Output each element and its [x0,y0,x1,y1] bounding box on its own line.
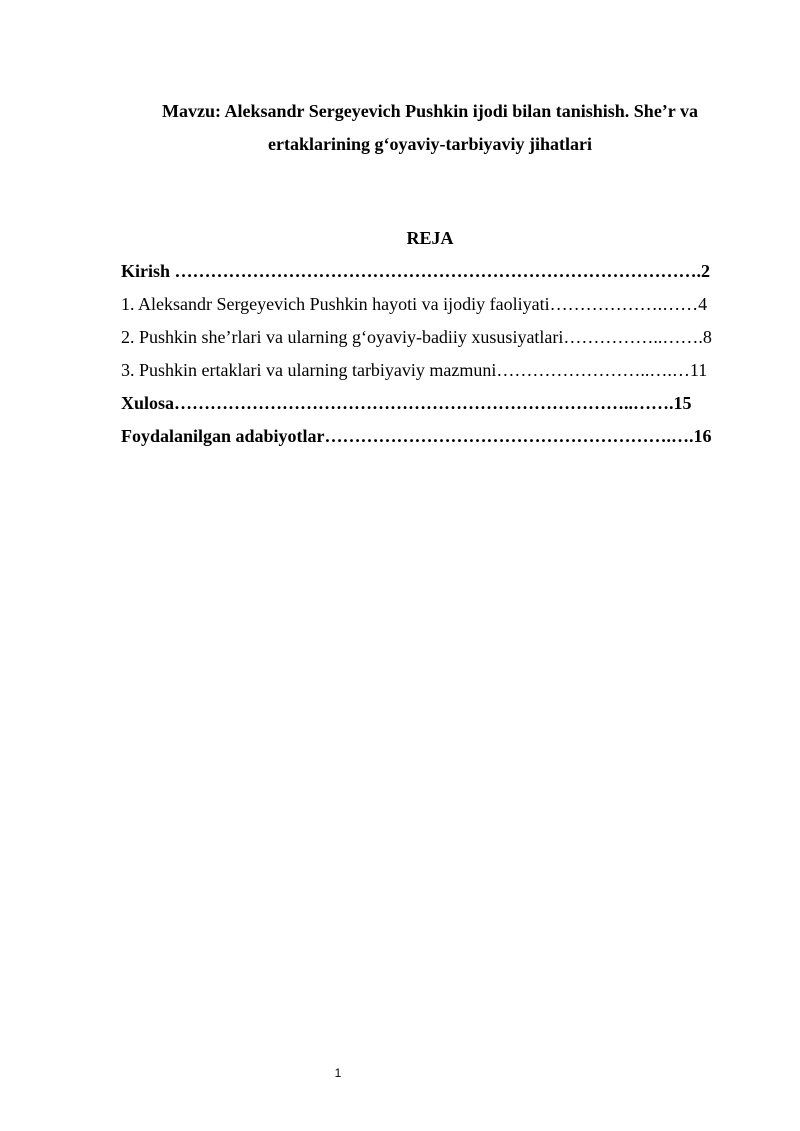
plan-heading: REJA [406,228,454,248]
toc-entry-bibliography: Foydalanilgan adabiyotlar………………………………………………….….16 [121,426,712,446]
table-of-contents [121,257,741,455]
toc-entry-introduction: Kirish …………………………………………………………………………….2 [121,261,711,281]
toc-entry-conclusion: Xulosa…………………………………………………………………..…….15 [121,393,692,413]
page-number: 1 [334,1066,342,1080]
toc-entry-chapter-1: 1. Aleksandr Sergeyevich Pushkin hayoti va ijodiy faoliyati……………….……4 [121,294,708,314]
toc-entry-chapter-2: 2. Pushkin she’rlari va ularning g‘oyaviy-badiiy xususiyatlari……………..…….8 [121,327,712,347]
title-line-1: Mavzu: Aleksandr Sergeyevich Pushkin ijodi bilan tanishish. She’r va [162,101,698,121]
document-title [100,95,760,161]
toc-entry-chapter-3: 3. Pushkin ertaklari va ularning tarbiyaviy mazmuni……………………..….…11 [121,360,708,380]
title-line-2: ertaklarining g‘oyaviy-tarbiyaviy jihatlari [268,134,592,154]
